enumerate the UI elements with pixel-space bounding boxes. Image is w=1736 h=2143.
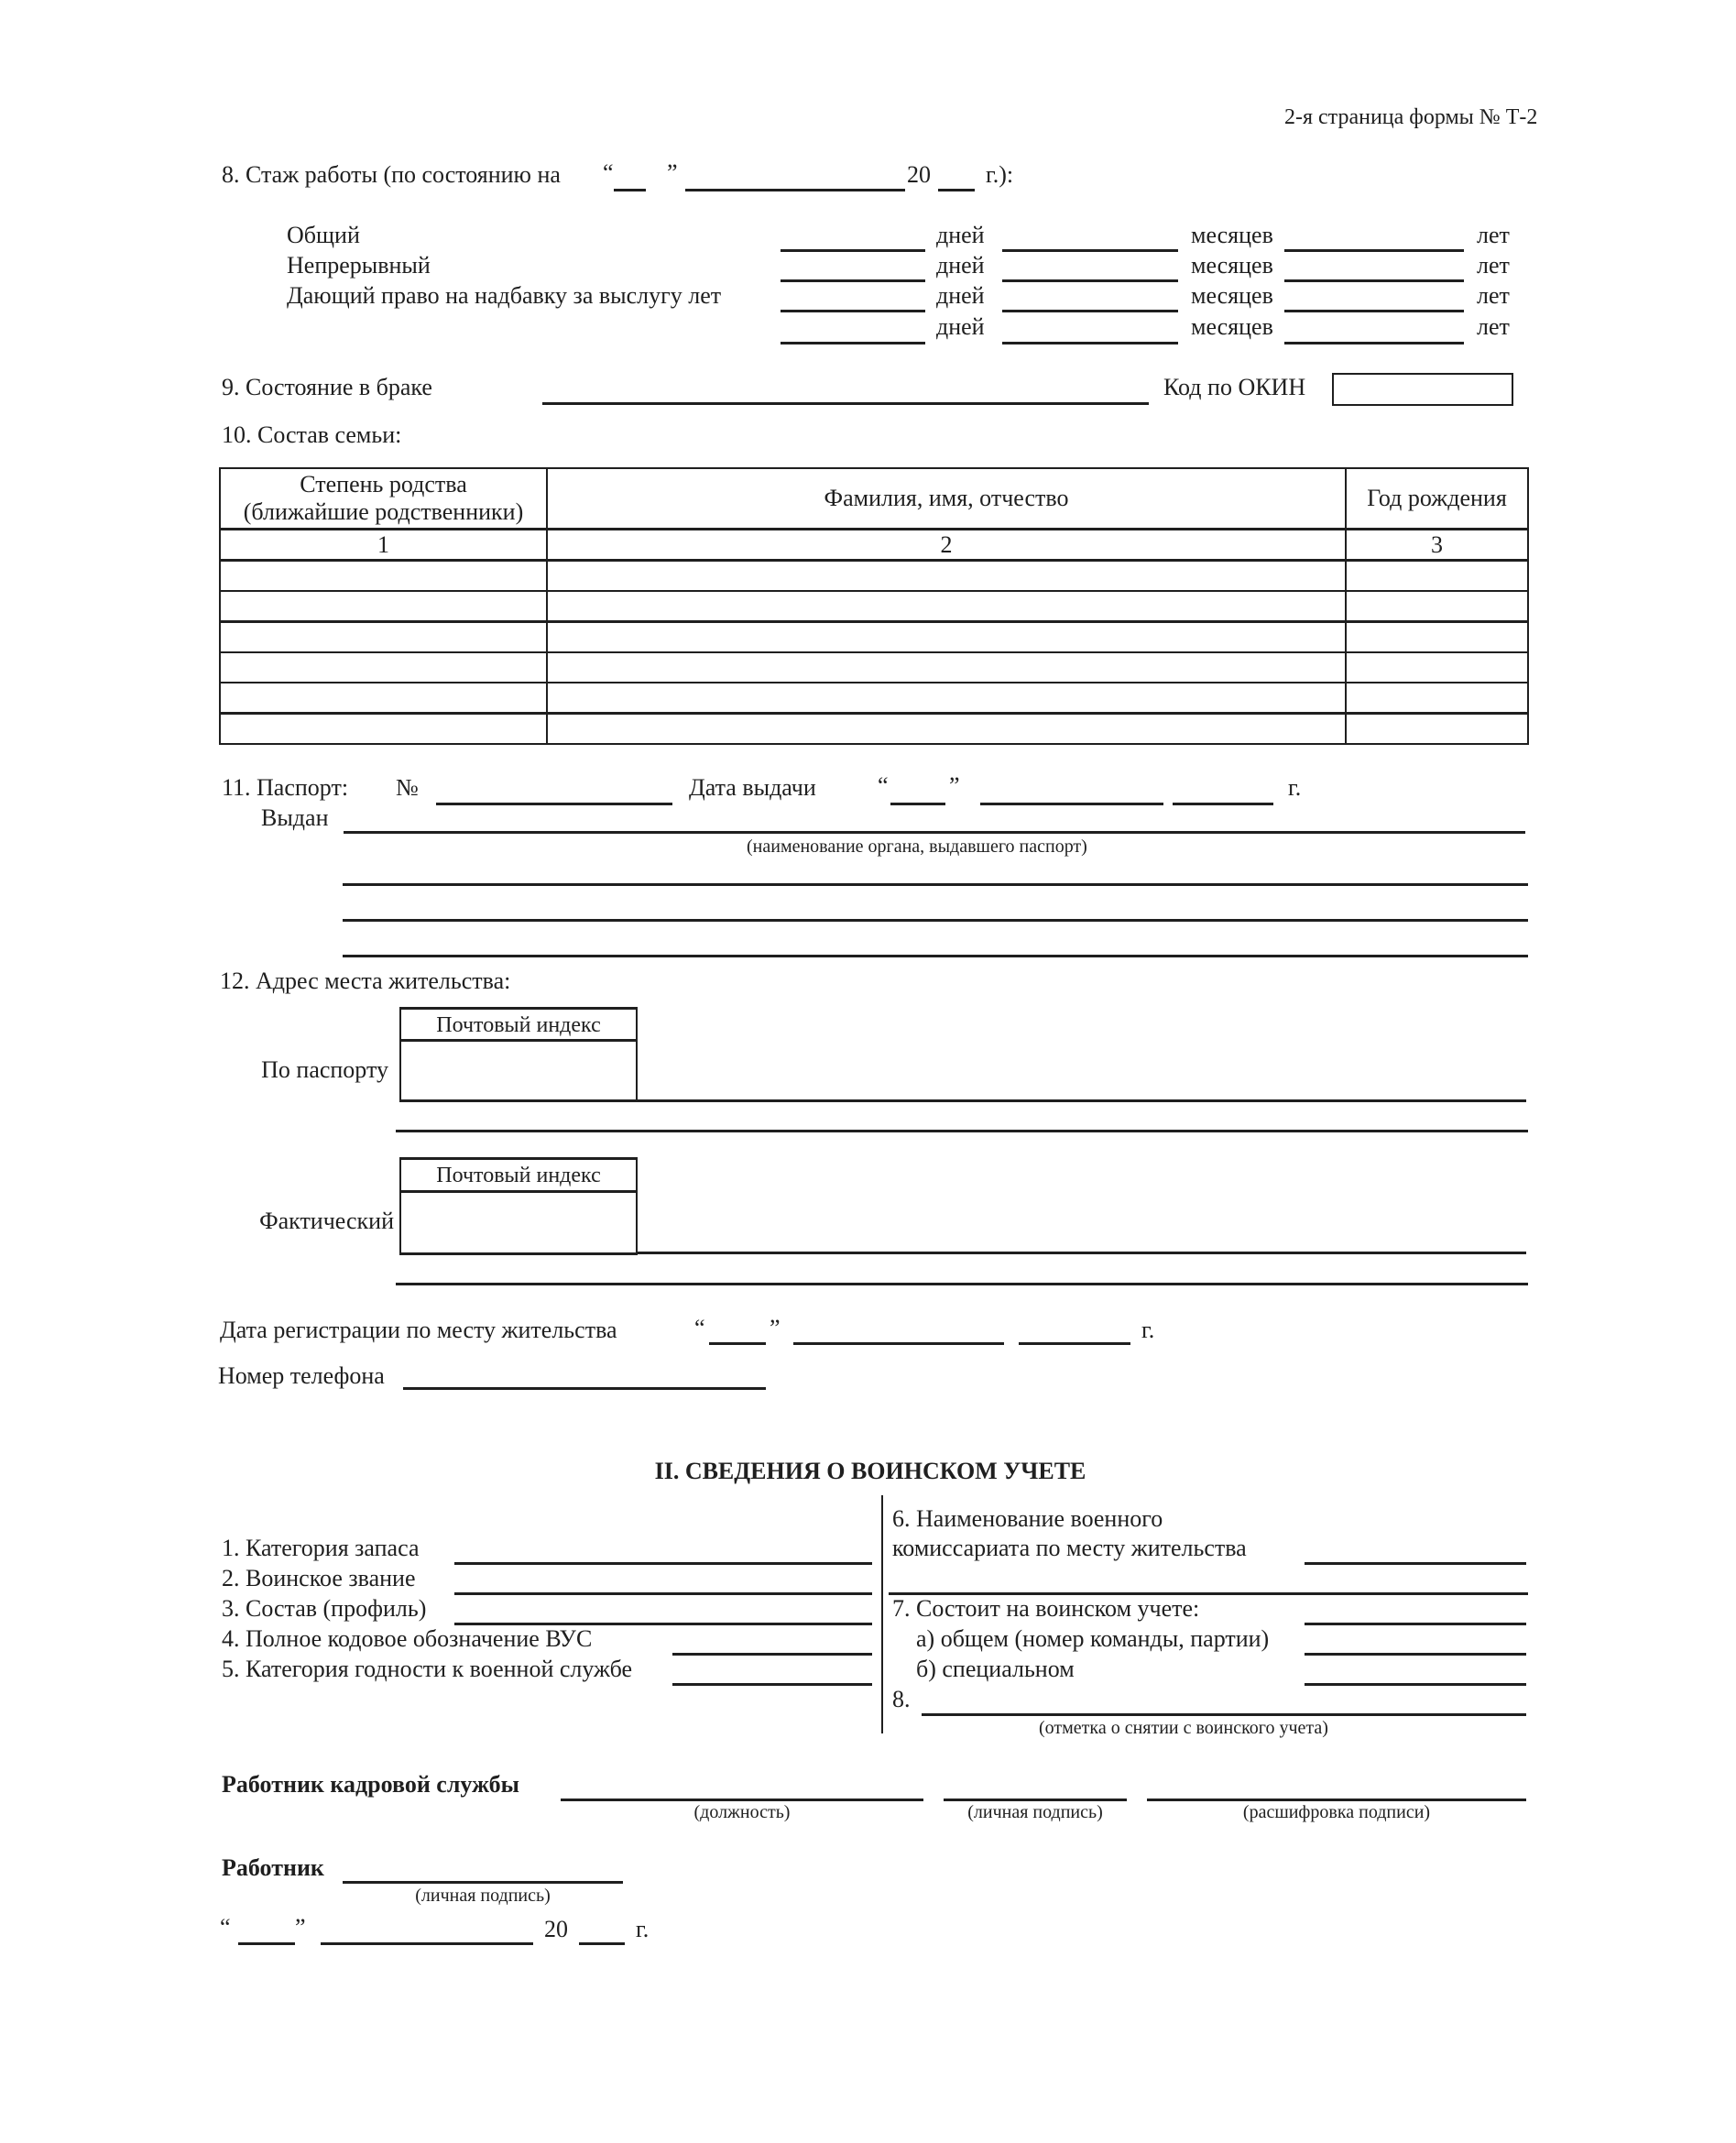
close-quote: ” [770,1315,781,1341]
birth-year-cell[interactable] [1346,652,1528,683]
issue-date-label: Дата выдачи [689,774,816,801]
stazh-row-label: Дающий право на надбавку за выслугу лет [287,282,722,309]
hr-employee-label: Работник кадровой службы [222,1771,519,1798]
registration-day-field[interactable] [709,1342,766,1345]
decoding-caption: (расшифровка подписи) [1242,1802,1431,1822]
military-item-5-label: 5. Категория годности к военной службе [222,1656,633,1682]
column-header-relation [220,468,547,530]
military-item-4-label: 4. Полное кодовое обозначение ВУС [222,1625,593,1652]
sign-month-field[interactable] [321,1942,533,1945]
years-unit: лет [1477,252,1510,279]
vus-code-field[interactable] [672,1653,872,1656]
year-suffix: г. [1141,1317,1155,1343]
address-label: 12. Адрес места жительства: [220,968,511,994]
employee-label: Работник [222,1854,324,1881]
postal-index-box-passport [399,1007,638,1102]
months-unit: месяцев [1191,282,1273,309]
issue-month-field[interactable] [980,803,1163,805]
years-unit: лет [1477,313,1510,340]
military-section-title: II. СВЕДЕНИЯ О ВОИНСКОМ УЧЕТЕ [654,1458,1086,1484]
months-field[interactable] [1002,279,1178,282]
passport-address-field[interactable] [636,1099,1526,1102]
marital-status-field[interactable] [542,402,1149,405]
years-field[interactable] [1284,279,1464,282]
military-item-7a-label: а) общем (номер команды, партии) [916,1625,1270,1652]
family-table [219,467,1529,745]
postal-index-label: Почтовый индекс [436,1013,601,1037]
stazh-year-field[interactable] [938,189,975,191]
position-caption: (должность) [693,1802,791,1822]
name-cell[interactable] [547,561,1346,592]
column-number: 3 [1346,530,1528,561]
military-item-7b-label: б) специальном [916,1656,1075,1682]
registration-date-label: Дата регистрации по месту жительства [220,1317,617,1343]
year-prefix: 20 [544,1916,568,1942]
name-cell[interactable] [547,652,1346,683]
months-unit: месяцев [1191,222,1273,248]
years-unit: лет [1477,222,1510,248]
birth-year-cell[interactable] [1346,683,1528,714]
okin-code-field[interactable] [1332,373,1513,406]
table-row [220,561,1528,592]
open-quote: “ [694,1315,705,1341]
column-number: 2 [547,530,1346,561]
relation-cell[interactable] [220,622,547,653]
days-field[interactable] [781,342,925,344]
passport-address-field-line2[interactable] [396,1130,1528,1132]
postal-index-box-actual [399,1157,638,1255]
issued-by-caption: (наименование органа, выдавшего паспорт) [747,836,1087,857]
days-field[interactable] [781,249,925,252]
relation-cell[interactable] [220,561,547,592]
postal-index-field[interactable] [401,1042,636,1099]
years-field[interactable] [1284,310,1464,312]
close-quote: ” [667,159,678,186]
military-item-6-line2: комиссариата по месту жительства [892,1535,1247,1561]
special-registration-field[interactable] [1305,1683,1526,1686]
name-cell[interactable] [547,714,1346,745]
actual-label: Фактический [259,1208,394,1234]
family-label: 10. Состав семьи: [222,421,402,448]
close-quote: ” [949,772,960,799]
days-field[interactable] [781,279,925,282]
table-row [220,714,1528,745]
header-line: (ближайшие родственники) [243,498,524,525]
okin-label: Код по ОКИН [1163,374,1306,400]
year-prefix: 20 [907,161,931,188]
phone-label: Номер телефона [218,1362,385,1389]
months-unit: месяцев [1191,252,1273,279]
name-cell[interactable] [547,683,1346,714]
employee-signature-field[interactable] [343,1881,623,1884]
name-cell[interactable] [547,622,1346,653]
military-rank-field[interactable] [454,1592,872,1595]
column-header-birth-year: Год рождения [1346,468,1528,530]
page-header: 2-я страница формы № Т-2 [1284,105,1538,129]
registration-month-field[interactable] [793,1342,1004,1345]
employee-signature-caption: (личная подпись) [415,1886,551,1906]
passport-label: 11. Паспорт: [222,774,349,801]
issued-by-field[interactable] [344,831,1525,834]
open-quote: “ [878,772,889,799]
birth-year-cell[interactable] [1346,622,1528,653]
postal-index-field[interactable] [401,1193,636,1252]
table-row [220,622,1528,653]
months-field[interactable] [1002,249,1178,252]
birth-year-cell[interactable] [1346,591,1528,622]
marital-status-label: 9. Состояние в браке [222,374,432,400]
general-registration-field[interactable] [1305,1653,1526,1656]
issue-day-field[interactable] [890,803,945,805]
actual-address-field[interactable] [636,1252,1526,1254]
military-item-8-label: 8. [892,1686,911,1712]
days-unit: дней [936,282,985,309]
issued-by-label: Выдан [261,804,329,831]
military-item-3-label: 3. Состав (профиль) [222,1595,427,1622]
military-item-1-label: 1. Категория запаса [222,1535,420,1561]
column-number: 1 [220,530,547,561]
registration-year-field[interactable] [1019,1342,1130,1345]
phone-field[interactable] [403,1387,766,1390]
column-divider [881,1495,883,1733]
years-unit: лет [1477,282,1510,309]
issued-by-field-line3[interactable] [343,919,1528,922]
open-quote: “ [220,1914,231,1941]
issued-by-field-line4[interactable] [343,955,1528,957]
days-unit: дней [936,313,985,340]
years-field[interactable] [1284,249,1464,252]
relation-cell[interactable] [220,652,547,683]
relation-cell[interactable] [220,714,547,745]
issue-year-field[interactable] [1173,803,1273,805]
reserve-category-field[interactable] [454,1562,872,1565]
issued-by-field-line2[interactable] [343,883,1528,886]
stazh-day-field[interactable] [614,189,646,191]
name-cell[interactable] [547,591,1346,622]
years-field[interactable] [1284,342,1464,344]
commissariat-field[interactable] [1305,1562,1526,1565]
sign-day-field[interactable] [238,1942,295,1945]
section8-title: 8. Стаж работы (по состоянию на [222,161,561,188]
table-row [220,683,1528,714]
military-item-2-label: 2. Воинское звание [222,1565,416,1591]
registered-field[interactable] [1305,1623,1526,1625]
header-line: Степень родства [300,471,467,497]
days-unit: дней [936,252,985,279]
military-item-7-label: 7. Состоит на воинском учете: [892,1595,1200,1622]
passport-number-label: № [396,774,419,801]
stazh-month-field[interactable] [685,189,905,191]
by-passport-label: По паспорту [261,1056,388,1083]
months-field[interactable] [1002,342,1178,344]
months-unit: месяцев [1191,313,1273,340]
signature-caption: (личная подпись) [967,1802,1103,1822]
actual-address-field-line2[interactable] [396,1283,1528,1285]
table-row [220,591,1528,622]
days-unit: дней [936,222,985,248]
military-item-6-line1: 6. Наименование военного [892,1505,1163,1532]
column-header-name: Фамилия, имя, отчество [547,468,1346,530]
relation-cell[interactable] [220,683,547,714]
days-field[interactable] [781,310,925,312]
birth-year-cell[interactable] [1346,561,1528,592]
passport-number-field[interactable] [436,803,672,805]
year-suffix: г. [636,1916,650,1942]
sign-year-field[interactable] [579,1942,625,1945]
close-quote: ” [295,1914,306,1941]
table-row [220,652,1528,683]
deregistration-field[interactable] [922,1713,1526,1716]
postal-index-label: Почтовый индекс [436,1164,601,1187]
fitness-category-field[interactable] [672,1683,872,1686]
year-suffix: г. [1288,774,1302,801]
birth-year-cell[interactable] [1346,714,1528,745]
stazh-row-label: Общий [287,222,360,248]
relation-cell[interactable] [220,591,547,622]
months-field[interactable] [1002,310,1178,312]
deregistration-caption: (отметка о снятии с воинского учета) [1039,1718,1328,1738]
section8-suffix: г.): [986,161,1014,188]
open-quote: “ [603,159,614,186]
stazh-row-label: Непрерывный [287,252,431,279]
